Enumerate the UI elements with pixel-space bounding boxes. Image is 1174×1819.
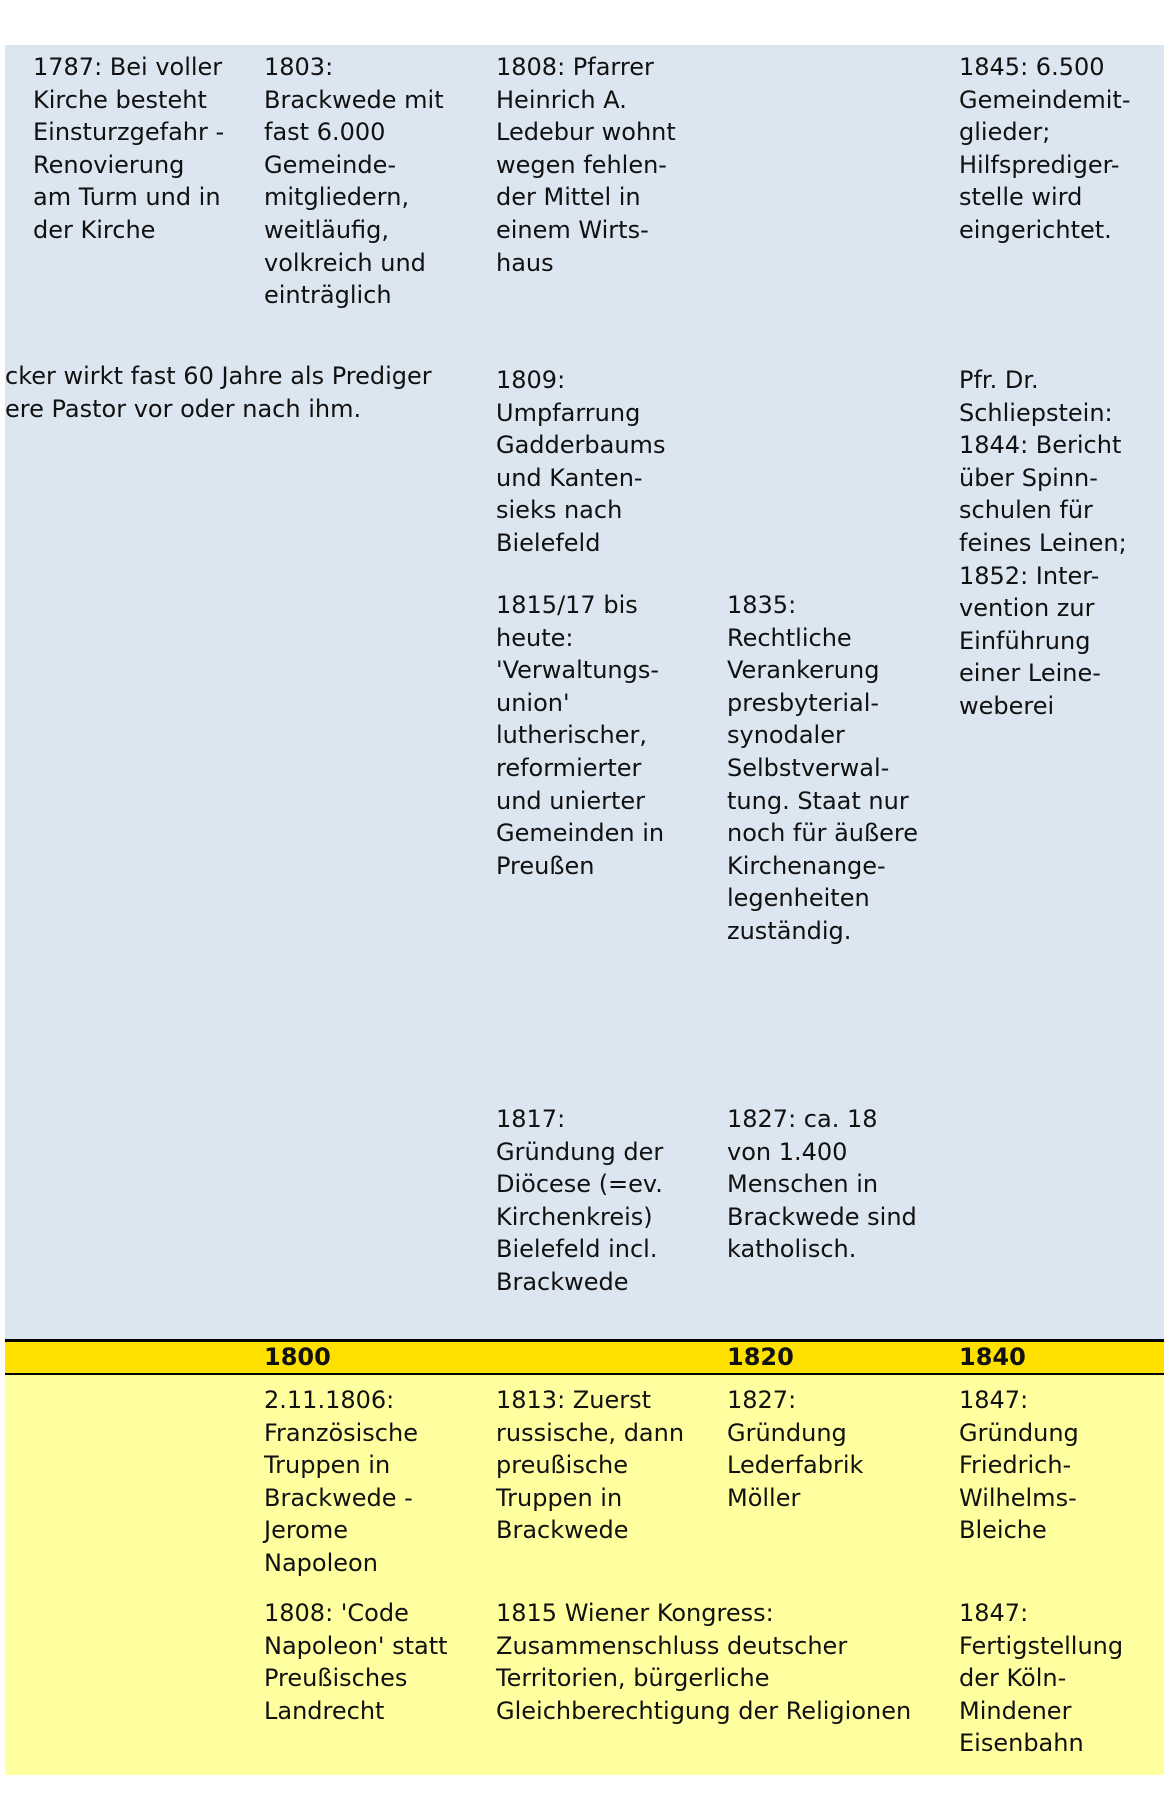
event-1817: 1817: Gründung der Diöcese (=ev. Kirchenkreis) Bielefeld incl. Brackwede	[496, 1105, 664, 1296]
year-1840: 1840	[959, 1343, 1026, 1371]
event-1808-pfarrer: 1808: Pfarrer Heinrich A. Ledebur wohnt wegen fehlen- der Mittel in einem Wirts- haus	[496, 53, 676, 277]
event-1845: 1845: 6.500 Gemeindemit- glieder; Hilfsprediger- stelle wird eingerichtet.	[959, 53, 1131, 244]
event-schliepstein: Pfr. Dr. Schliepstein: 1844: Bericht über Spinn- schulen für feines Leinen; 1852: Inter- vention zur Einführung einer Leine- weberei	[959, 366, 1127, 720]
event-1808-code-napoleon: 1808: 'Code Napoleon' statt Preußisches Landrecht	[264, 1599, 448, 1725]
year-1820: 1820	[727, 1343, 794, 1371]
prediger-note: cker wirkt fast 60 Jahre als Prediger ere Pastor vor oder nach ihm.	[5, 362, 432, 423]
event-1827-lederfabrik: 1827: Gründung Lederfabrik Möller	[727, 1386, 864, 1512]
event-1787: 1787: Bei voller Kirche besteht Einsturzgefahr - Renovierung am Turm und in der Kirche	[33, 53, 225, 244]
event-1813: 1813: Zuerst russische, dann preußische Truppen in Brackwede	[496, 1386, 685, 1545]
event-1847-eisenbahn: 1847: Fertigstellung der Köln- Mindener Eisenbahn	[959, 1599, 1124, 1758]
event-1803: 1803: Brackwede mit fast 6.000 Gemeinde- mitgliedern, weitläufig, volkreich und einträglich	[264, 53, 444, 310]
event-1815-kongress: 1815 Wiener Kongress: Zusammenschluss deutscher Territorien, bürgerliche Gleichberechtigung der Religionen	[496, 1599, 912, 1725]
event-1847-bleiche: 1847: Gründung Friedrich- Wilhelms- Bleiche	[959, 1386, 1079, 1545]
event-1827-katholisch: 1827: ca. 18 von 1.400 Menschen in Brackwede sind katholisch.	[727, 1105, 917, 1264]
year-1800: 1800	[264, 1343, 331, 1371]
event-1806: 2.11.1806: Französische Truppen in Brackwede - Jerome Napoleon	[264, 1386, 418, 1577]
event-1835: 1835: Rechtliche Verankerung presbyterial- synodaler Selbstverwal- tung. Staat nur noch für äußere Kirchenange- legenheiten zuständig.	[727, 591, 918, 945]
prediger-note-clip	[5, 360, 490, 440]
event-1809: 1809: Umpfarrung Gadderbaums und Kanten- sieks nach Bielefeld	[496, 366, 666, 557]
event-1815-union: 1815/17 bis heute: 'Verwaltungs- union' lutherischer, reformierter und unierter Gemeinden in Preußen	[496, 591, 665, 880]
